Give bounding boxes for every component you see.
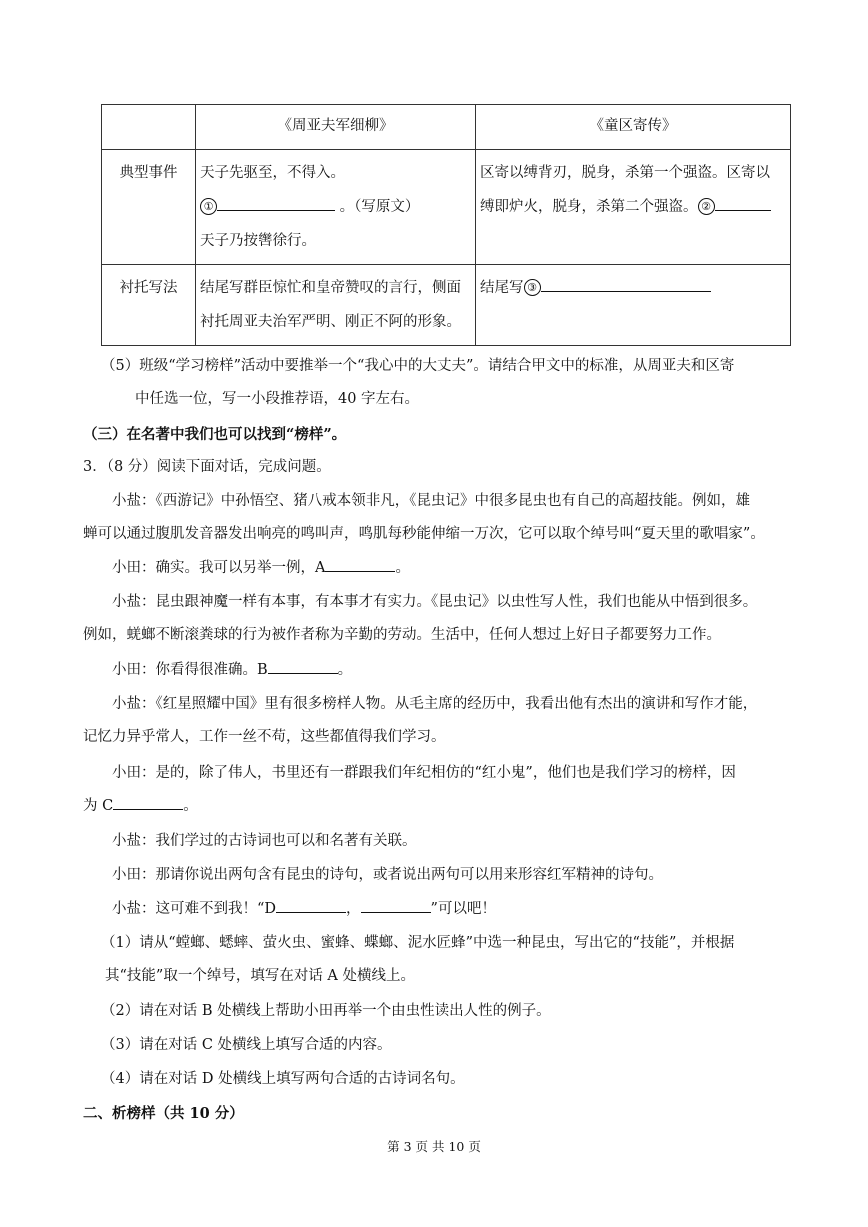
cell-line: 天子乃按辔徐行。 (200, 233, 316, 249)
dialogue-line (83, 790, 788, 823)
cell-text: 结尾写 (480, 280, 524, 296)
dialogue-text: 为 C (83, 798, 114, 814)
dialogue-line: 记忆力异乎常人，工作一丝不苟，这些都值得我们学习。 (83, 729, 446, 745)
dialogue-p6 (83, 757, 788, 823)
answer-blank-2[interactable] (715, 192, 771, 211)
answer-blank-d2[interactable] (361, 896, 431, 913)
dialogue-line: 例如，蜣螂不断滚粪球的行为被作者称为辛勤的劳动。生活中，任何人想过上好日子都要努力工作。 (83, 627, 721, 643)
cell-line: 区寄以缚背刃，脱身，杀第一个强盗。区寄以 (480, 165, 770, 181)
answer-blank-b[interactable] (268, 657, 338, 674)
table-header-empty (102, 105, 196, 150)
dialogue-p2 (83, 552, 788, 585)
section2-title: 二、析榜样（共 10 分） (83, 1105, 244, 1122)
dialogue-text: 。 (183, 798, 198, 814)
dialogue-p9 (83, 893, 788, 926)
table-header-row (102, 105, 791, 150)
subquestion-4: （4）请在对话 D 处横线上填写两句合适的古诗词名句。 (101, 1071, 465, 1087)
circled-number-2: ② (698, 198, 715, 215)
dialogue-line: 小盐：《红星照耀中国》里有很多榜样人物。从毛主席的经历中，我看出他有杰出的演讲和写作才能， (112, 696, 758, 712)
cell-line (200, 190, 471, 224)
dialogue-p5 (83, 688, 788, 754)
table-header-tongquji: 《童区寄传》 (476, 105, 791, 150)
answer-blank-a[interactable] (325, 555, 395, 572)
table-row-typical-event (102, 150, 791, 265)
dialogue-text: 小田：确实。我可以另举一例，A (112, 560, 326, 576)
answer-blank-3[interactable] (541, 273, 711, 292)
page-footer: 第 3 页 共 10 页 (387, 1139, 481, 1154)
dialogue-text: 小田：你看得很准确。B (112, 662, 268, 678)
cell-event-zhouyafu (196, 150, 476, 265)
question-5-line1: （5）班级“学习榜样”活动中要推举一个“我心中的大丈夫”。请结合甲文中的标准，从周亚夫和区寄 (101, 358, 735, 374)
cell-line: 天子先驱至，不得入。 (200, 165, 345, 181)
dialogue-text: 小盐：这可难不到我！“D (112, 901, 277, 917)
dialogue-text: 。 (337, 662, 353, 678)
dialogue-text: ”可以吧！ (430, 901, 496, 917)
row-label-typical-event: 典型事件 (102, 150, 196, 265)
dialogue-p3 (83, 586, 788, 652)
circled-number-1: ① (200, 198, 217, 215)
dialogue-line: 小盐：《西游记》中孙悟空、猪八戒本领非凡，《昆虫记》中很多昆虫也有自己的高超技能。例如，雄 (112, 493, 750, 509)
dialogue-line: 小田：是的，除了伟人，书里还有一群跟我们年纪相仿的“红小鬼”，他们也是我们学习的榜样，因 (112, 765, 736, 781)
dialogue-line: 小盐：昆虫跟神魔一样有本事，有本事才有实力。《昆虫记》以虫性写人性，我们也能从中悟到很多。 (112, 594, 758, 610)
table-header-zhouyafu: 《周亚夫军细柳》 (196, 105, 476, 150)
cell-line: 衬托周亚夫治军严明、刚正不阿的形象。 (200, 314, 461, 330)
row-label-contrast: 衬托写法 (102, 265, 196, 346)
answer-blank-c[interactable] (113, 793, 183, 810)
cell-event-tongquji (476, 150, 791, 265)
question-5-line2: 中任选一位，写一小段推荐语，40 字左右。 (135, 391, 420, 407)
comparison-table (101, 104, 791, 346)
question-3-intro: 3．（8 分）阅读下面对话，完成问题。 (83, 459, 331, 475)
subquestion-1 (101, 927, 791, 993)
dialogue-p4 (83, 654, 788, 687)
cell-line: 结尾写群臣惊忙和皇帝赞叹的言行，侧面 (200, 280, 461, 296)
dialogue-text: ， (346, 901, 361, 917)
subquestion-line: 其“技能”取一个绰号，填写在对话 A 处横线上。 (105, 968, 416, 984)
dialogue-p1 (83, 485, 788, 551)
dialogue-p7: 小盐：我们学过的古诗词也可以和名著有关联。 (112, 833, 417, 849)
cell-line (480, 271, 786, 305)
circled-number-3: ③ (524, 279, 541, 296)
cell-line (480, 190, 786, 224)
subquestion-2: （2）请在对话 B 处横线上帮助小田再举一个由虫性读出人性的例子。 (101, 1003, 551, 1019)
section3-title: （三）在名著中我们也可以找到“榜样”。 (83, 426, 347, 443)
cell-suffix: 。（写原文） (339, 199, 420, 215)
subquestion-line: （1）请从“螳螂、蟋蟀、萤火虫、蜜蜂、蝶螂、泥水匠蜂”中选一种昆虫，写出它的“技能”，并根据 (101, 935, 735, 951)
table-row-contrast (102, 265, 791, 346)
cell-text: 缚即炉火，脱身，杀第二个强盗。 (480, 199, 698, 215)
cell-contrast-tongquji (476, 265, 791, 346)
subquestion-3: （3）请在对话 C 处横线上填写合适的内容。 (101, 1037, 392, 1053)
dialogue-line: 蝉可以通过腹肌发音器发出响亮的鸣叫声，鸣肌每秒能伸缩一万次，它可以取个绰号叫“夏天里的歌唱家”。 (83, 526, 765, 542)
dialogue-p8: 小田：那请你说出两句含有昆虫的诗句，或者说出两句可以用来形容红军精神的诗句。 (112, 867, 663, 883)
answer-blank-1[interactable] (217, 192, 335, 211)
question-5 (101, 350, 791, 416)
dialogue-text: 。 (395, 560, 410, 576)
answer-blank-d1[interactable] (276, 896, 346, 913)
cell-contrast-zhouyafu (196, 265, 476, 346)
